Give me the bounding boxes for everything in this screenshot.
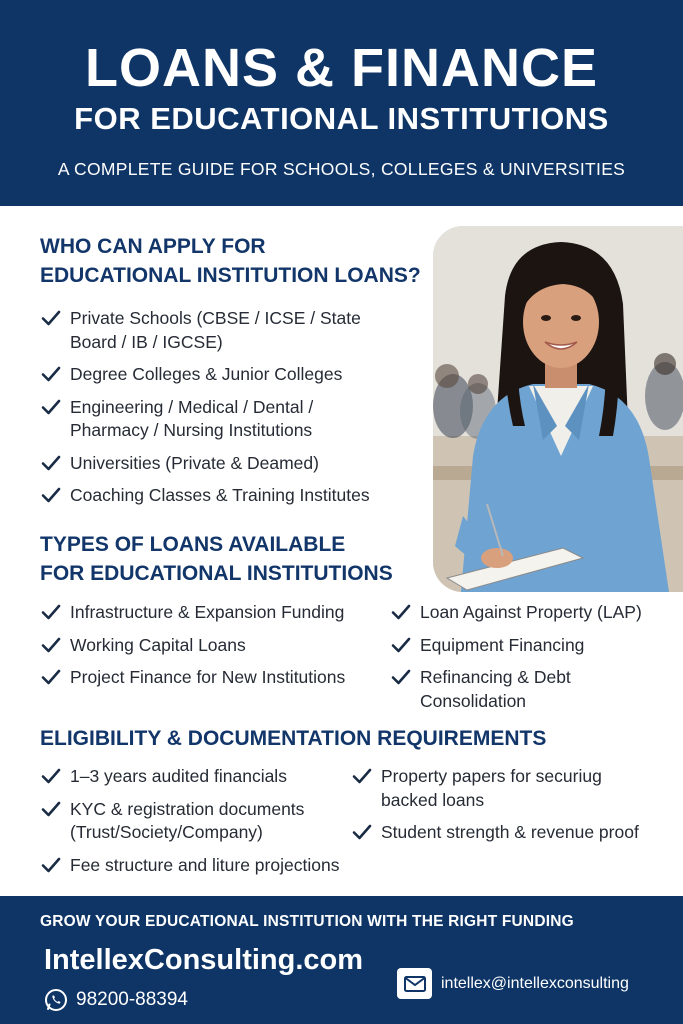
list-item: Property papers for securiug backed loans [351, 765, 676, 812]
check-icon [390, 601, 412, 623]
check-icon [40, 396, 62, 418]
check-icon [40, 854, 62, 876]
eligibility-list-left [40, 765, 360, 877]
footer-tagline: GROW YOUR EDUCATIONAL INSTITUTION WITH THE RIGHT FUNDING [40, 913, 574, 930]
check-icon [40, 307, 62, 329]
check-icon [351, 821, 373, 843]
student-photo [433, 226, 683, 592]
check-icon [40, 666, 62, 688]
list-item: Engineering / Medical / Dental / Pharmacy / Nursing Institutions [40, 396, 410, 443]
check-icon [40, 765, 62, 787]
check-icon [40, 484, 62, 506]
who-section-title: WHO CAN APPLY FOR EDUCATIONAL INSTITUTION LOANS? [40, 235, 421, 287]
list-item: Working Capital Loans [40, 634, 380, 658]
list-item: Coaching Classes & Training Institutes [40, 484, 410, 508]
website-link[interactable]: IntellexConsulting.com [44, 944, 364, 976]
list-item: Universities (Private & Deamed) [40, 452, 410, 476]
list-item: Loan Against Property (LAP) [390, 601, 680, 625]
list-item: Degree Colleges & Junior Colleges [40, 363, 410, 387]
types-list-right [390, 601, 680, 713]
check-icon [390, 666, 412, 688]
email-contact[interactable] [397, 968, 629, 999]
list-item: KYC & registration documents (Trust/Society/Company) [40, 798, 360, 845]
footer-banner [0, 896, 683, 1024]
check-icon [40, 363, 62, 385]
check-icon [40, 452, 62, 474]
list-item: Private Schools (CBSE / ICSE / State Board / IB / IGCSE) [40, 307, 410, 354]
eligibility-list-right [351, 765, 676, 845]
phone-contact[interactable] [44, 988, 188, 1012]
student-illustration [433, 226, 683, 592]
check-icon [40, 634, 62, 656]
list-item: Refinancing & Debt Consolidation [390, 666, 680, 713]
header-banner [0, 0, 683, 206]
list-item: Fee structure and liture projections [40, 854, 360, 878]
list-item: Infrastructure & Expansion Funding [40, 601, 380, 625]
page-title: LOANS & FINANCE [85, 38, 598, 98]
mail-icon [397, 968, 432, 999]
check-icon [390, 634, 412, 656]
eligibility-section-title: ELIGIBILITY & DOCUMENTATION REQUIREMENTS [40, 727, 547, 750]
who-list [40, 307, 410, 508]
types-list-left [40, 601, 380, 690]
email-address: intellex@intellexconsulting [441, 974, 629, 992]
whatsapp-icon [44, 988, 68, 1012]
check-icon [351, 765, 373, 787]
list-item: 1–3 years audited financials [40, 765, 360, 789]
check-icon [40, 601, 62, 623]
page-tagline: A COMPLETE GUIDE FOR SCHOOLS, COLLEGES & UNIVERSITIES [57, 159, 626, 179]
types-section-title: TYPES OF LOANS AVAILABLE FOR EDUCATIONAL INSTITUTIONS [40, 533, 393, 585]
list-item: Equipment Financing [390, 634, 680, 658]
check-icon [40, 798, 62, 820]
page-subtitle: FOR EDUCATIONAL INSTITUTIONS [74, 101, 609, 136]
list-item: Student strength & revenue proof [351, 821, 676, 845]
list-item: Project Finance for New Institutions [40, 666, 380, 690]
phone-number: 98200-88394 [76, 989, 188, 1010]
